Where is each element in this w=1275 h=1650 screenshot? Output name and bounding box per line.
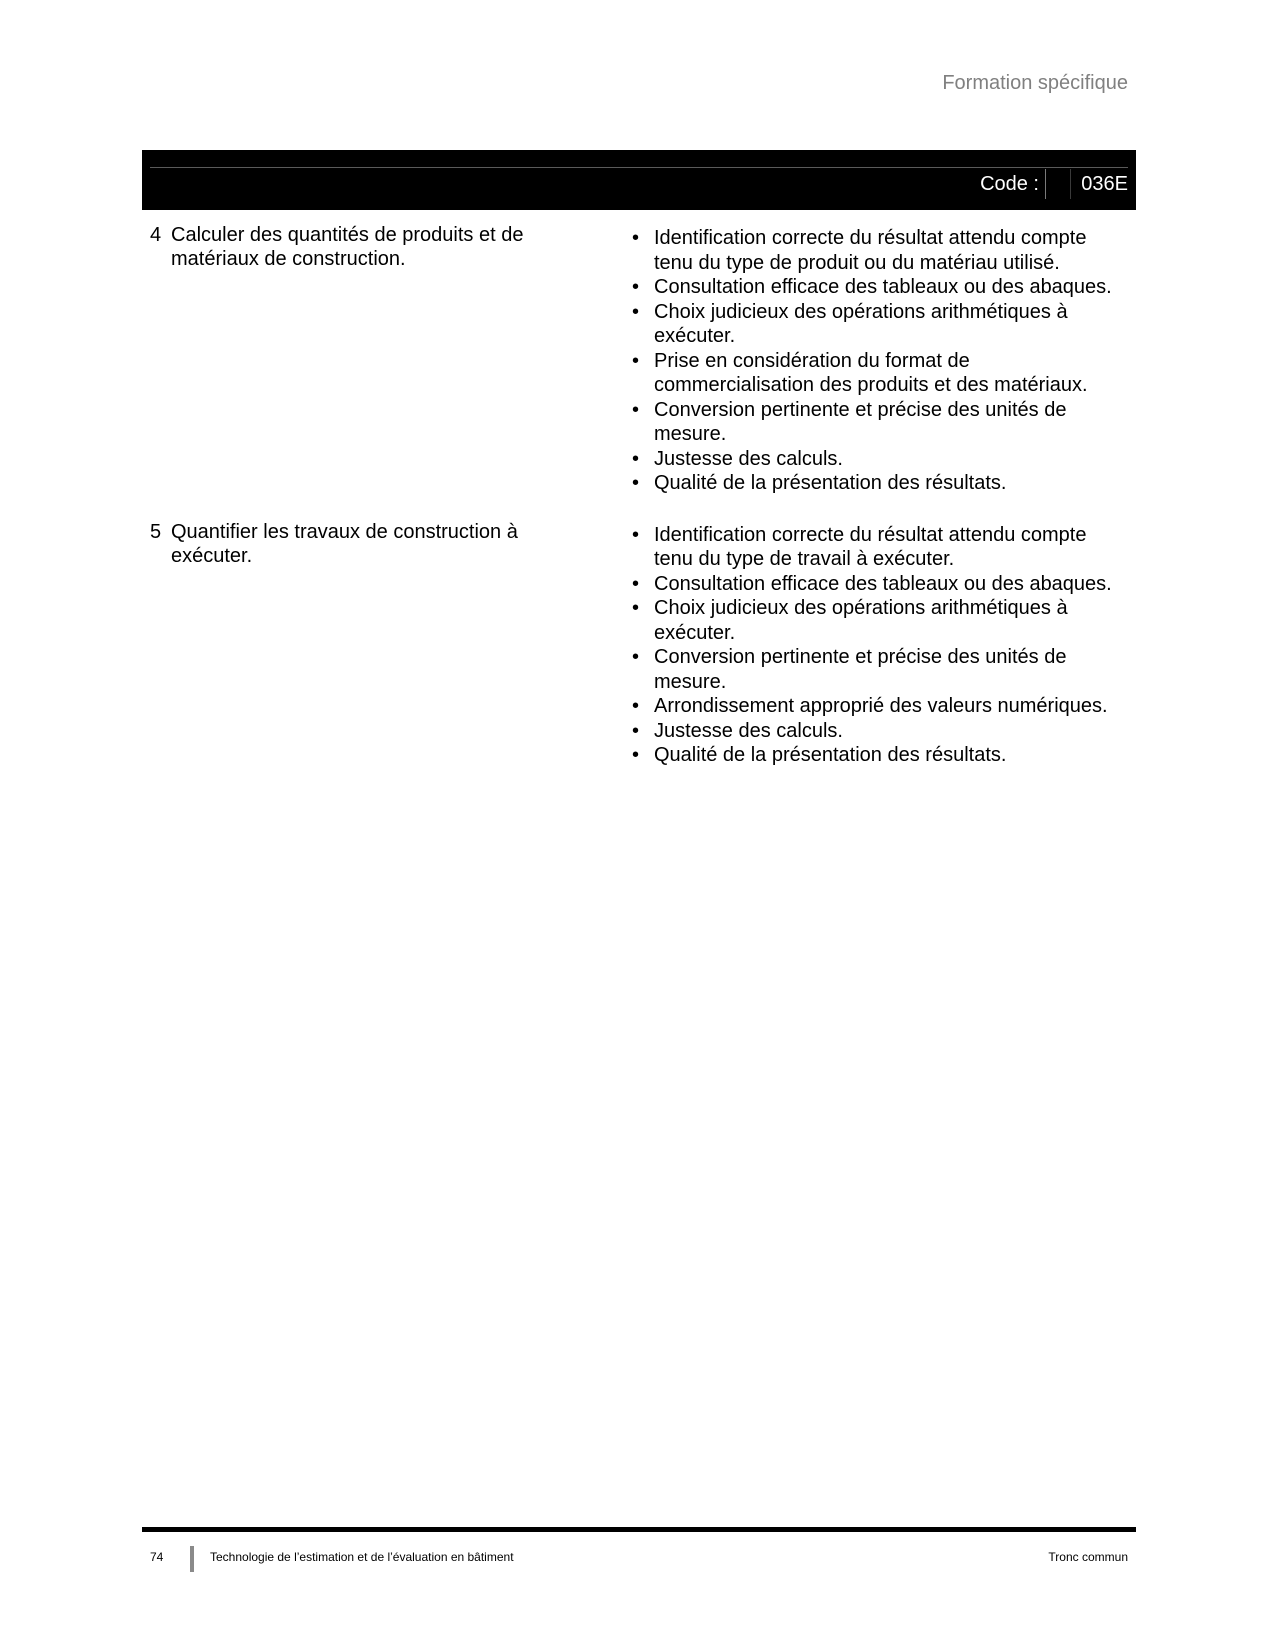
bullet-icon: • [632,447,640,470]
criterion-text: Justesse des calculs. [654,447,843,470]
code-label: Code : [980,169,1046,199]
list-item [626,226,1116,275]
list-item [626,596,1116,645]
bullet-icon: • [632,695,640,717]
footer-rule [142,1527,1136,1532]
table-row [142,223,1136,496]
criterion-text: Arrondissement approprié des valeurs numériques. [654,695,1108,717]
competency-table [142,223,1136,792]
page-footer [142,1546,1136,1572]
bullet-icon: • [632,398,640,421]
code-value: 036E [1070,169,1128,199]
element-cell [142,223,626,496]
document-title: Technologie de l’estimation et de l’évaluation en bâtiment [210,1550,514,1564]
list-item [626,471,1116,496]
bullet-icon: • [632,472,640,494]
list-item [626,349,1116,398]
criterion-text: Conversion pertinente et précise des unités de mesure. [654,646,1067,693]
section-title: Formation spécifique [942,72,1128,94]
bullet-icon: • [632,744,640,766]
bullet-icon: • [632,227,640,249]
table-row [142,520,1136,768]
code-bar [142,150,1136,210]
list-item [626,300,1116,349]
criterion-text: Qualité de la présentation des résultats. [654,744,1007,766]
criteria-list [626,226,1136,496]
element-title: Calculer des quantités de produits et de matériaux de construction. [171,224,524,270]
element-number: 5 [150,520,162,543]
criterion-text: Prise en considération du format de commercialisation des produits et des matériaux. [654,349,1088,396]
criterion-text: Justesse des calculs. [654,719,843,742]
list-item [626,572,1116,597]
element-title: Quantifier les travaux de construction à exécuter. [171,520,518,567]
criterion-text: Identification correcte du résultat attendu compte tenu du type de travail à exécuter. [654,523,1087,570]
criteria-list [626,523,1136,768]
code-bar-divider [150,167,1128,168]
list-item [626,447,1116,472]
page-number: 74 [150,1550,164,1564]
bullet-icon: • [632,572,640,595]
list-item [626,275,1116,300]
criterion-text: Identification correcte du résultat attendu compte tenu du type de produit ou du matériau utilisé. [654,227,1087,274]
list-item [626,743,1116,768]
list-item [626,719,1116,744]
element-number: 4 [150,224,162,246]
criteria-cell [626,520,1136,768]
bullet-icon: • [632,349,640,372]
list-item [626,398,1116,447]
criterion-text: Qualité de la présentation des résultats. [654,472,1007,494]
list-item [626,694,1116,719]
bullet-icon: • [632,719,640,742]
bullet-icon: • [632,646,640,668]
criterion-text: Conversion pertinente et précise des unités de mesure. [654,398,1067,445]
bullet-icon: • [632,276,640,298]
bullet-icon: • [632,597,640,619]
element-cell [142,520,626,768]
list-item [626,523,1116,572]
criteria-cell [626,223,1136,496]
list-item [626,645,1116,694]
criterion-text: Choix judicieux des opérations arithmétiques à exécuter. [654,300,1068,347]
footer-separator [190,1546,194,1572]
bullet-icon: • [632,300,640,323]
bullet-icon: • [632,523,640,546]
criterion-text: Choix judicieux des opérations arithmétiques à exécuter. [654,597,1068,644]
criterion-text: Consultation efficace des tableaux ou des abaques. [654,572,1112,595]
footer-section: Tronc commun [1048,1550,1128,1564]
criterion-text: Consultation efficace des tableaux ou des abaques. [654,276,1112,298]
